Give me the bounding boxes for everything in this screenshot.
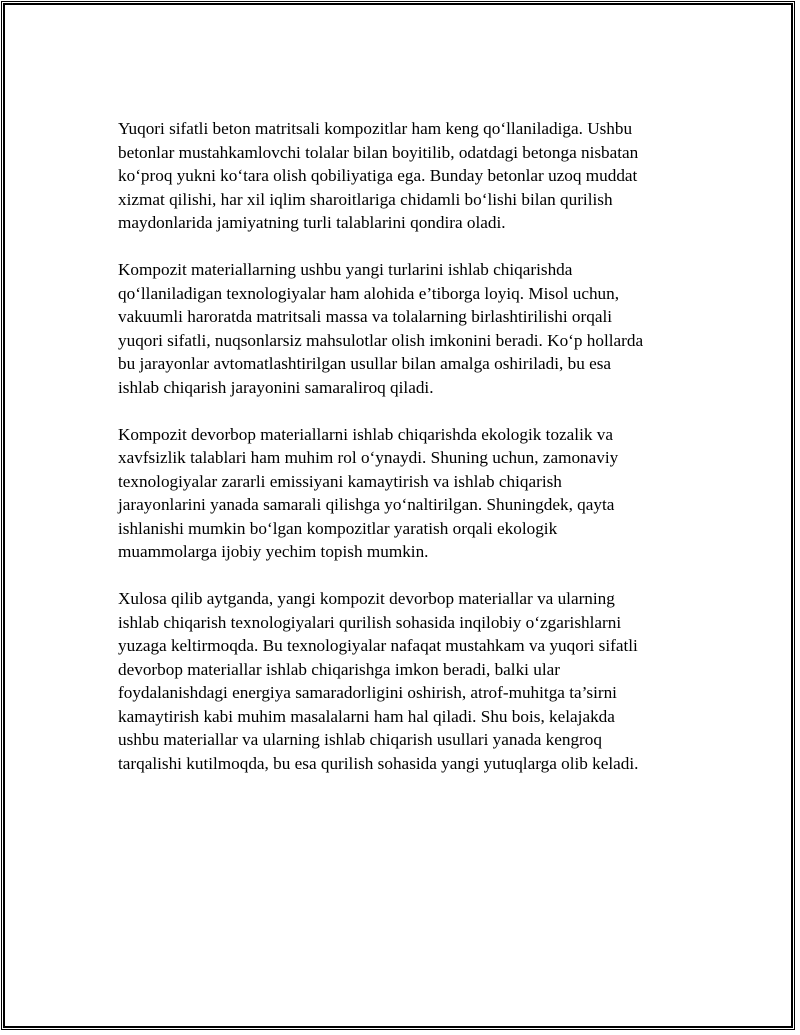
paragraph: Kompozit devorbop materiallarni ishlab chiqarishda ekologik tozalik va xavfsizlik talablari ham muhim rol o‘ynaydi. Shuning uchun, zamonaviy texnologiyalar zararli emissiyani kamaytirish va ishlab chiqarish jarayonlarini yanada samarali qilishga yo‘naltirilgan. Shuningdek, qayta ishlanishi mumkin bo‘lgan kompozitlar yaratish orqali ekologik muammolarga ijobiy yechim topish mumkin. (118, 424, 619, 561)
paragraph: Yuqori sifatli beton matritsali kompozitlar ham keng qo‘llaniladiga. Ushbu betonlar mustahkamlovchi tolalar bilan boyitilib, odatdagi betonga nisbatan ko‘proq yukni ko‘tara olish qobiliyatiga ega. Bunday betonlar uzoq muddat xizmat qilishi, har xil iqlim sharoitlariga chidamli bo‘lishi bilan qurilish maydonlarida jamiyatning turli talablarini qondira oladi. (118, 119, 639, 232)
paragraph: Kompozit materiallarning ushbu yangi turlarini ishlab chiqarishda qo‘llaniladigan texnologiyalar ham alohida e’tiborga loyiq. Misol uchun, vakuumli haroratda matritsali massa va tolalarning birlashtirilishi orqali yuqori sifatli, nuqsonlarsiz mahsulotlar olish imkonini beradi. Ko‘p hollarda bu jarayonlar avtomatlashtirilgan usullar bilan amalga oshiriladi, bu esa ishlab chiqarish jarayonini samaraliroq qiladi. (118, 260, 644, 397)
paragraph: Xulosa qilib aytganda, yangi kompozit devorbop materiallar va ularning ishlab chiqarish texnologiyalari qurilish sohasida inqilobiy o‘zgarishlarni yuzaga keltirmoqda. Bu texnologiyalar nafaqat mustahkam va yuqori sifatli devorbop materiallar ishlab chiqarishga imkon beradi, balki ular foydalanishdagi energiya samaradorligini oshirish, atrof-muhitga ta’sirni kamaytirish kabi muhim masalalarni ham hal qiladi. Shu bois, kelajakda ushbu materiallar va ularning ishlab chiqarish usullari yanada kengroq tarqalishi kutilmoqda, bu esa qurilish sohasida yangi yutuqlarga olib keladi. (118, 589, 639, 773)
document-body (118, 117, 683, 799)
